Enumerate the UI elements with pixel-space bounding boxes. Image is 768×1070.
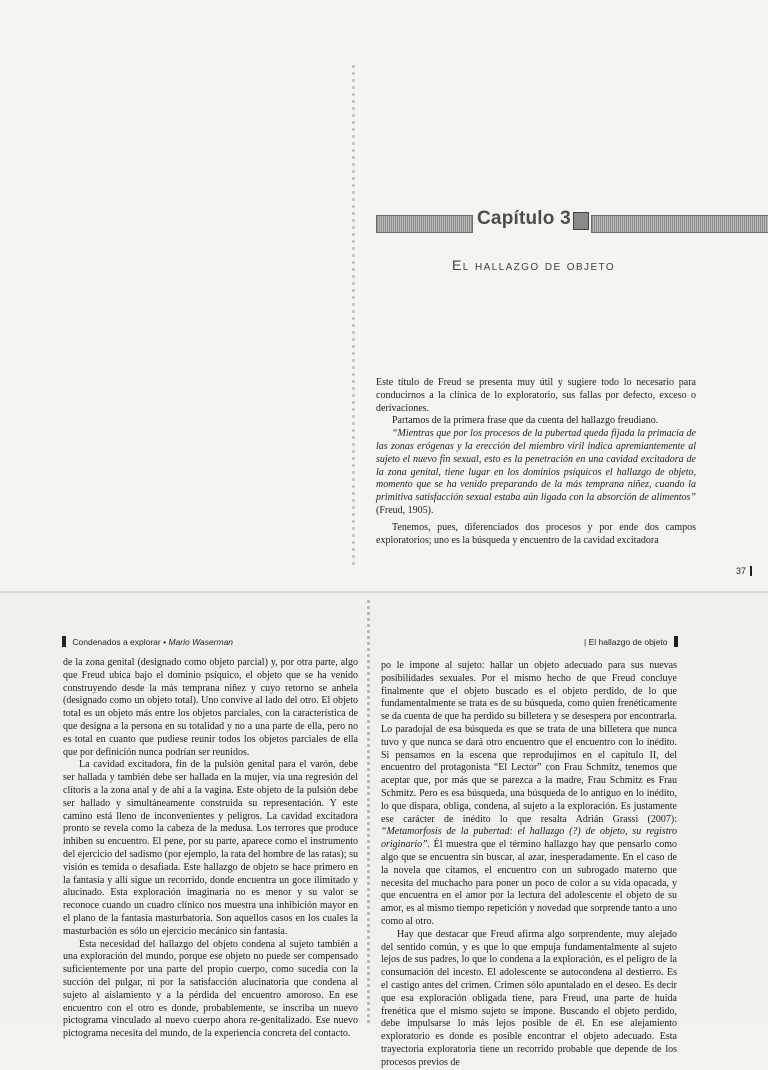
page-separator: [0, 591, 768, 593]
paragraph: Hay que destacar que Freud afirma algo sorprendente, muy alejado del sentido común, y es que lo que empuja fundamentalmente al sujeto lejos de sus padres, lo que lo condena a la exploración, es el peligro de la consumación del incesto. El adolescente se autocondena al destierro. Es el castigo antes del crimen. Crimen sólo apuntalado en el deseo. Es decir que esa exploración obligada tiene, para Freud, una parte de huida frenética que el mismo sujeto se impone. Buscando el objeto perdido, debe impulsarse lo más lejos posible de él. En ese alejamiento exploratorio es donde es posible encontrar el objeto adecuado. Esta trayectoria exploratoria tiene un recorrido probable que depende de los procesos previos de: [381, 928, 677, 1068]
separator-bullet: •: [163, 637, 167, 647]
running-head-right: [584, 636, 678, 647]
chapter-square-icon: [573, 212, 589, 230]
paragraph: Partamos de la primera frase que da cuenta del hallazgo freudiano.: [392, 415, 659, 427]
chapter-bar-left: [376, 215, 473, 233]
paragraph: [381, 660, 677, 929]
citation-title: “Metamorfosis de la pubertad: el hallazgo (?) de objeto, su registro originario”.: [381, 826, 677, 851]
chapter-bar-right: [591, 215, 768, 233]
paragraph-text: Él muestra que el término hallazgo hay que pensarlo como algo que se encuentra sin buscar, al azar, inesperadamente. En el caso de la novela que citamos, el encuentro con un subrogado materno que necesita del muchacho para poner un poco de color a su vida opacada, y que encuentra en el amor por la lectura del adolescente el objeto de su amor, es al mismo tiempo repetición y novedad que sorprende tanto a uno como al otro.: [381, 839, 677, 927]
quote-text: “Mientras que por los procesos de la pubertad queda fijada la primacía de las zonas erógenas y la erección del miembro viril indica apremiantemente al sujeto el nuevo fin sexual, esto es la penetración en una cavidad excitadora de la zona genital, tiene lugar en los dominios psíquicos el hallazgo de objeto, momento que se ha venido preparando de la más temprana niñez, cuando la primitiva satisfacción sexual estaba aún ligada con la absorción de alimentos”: [376, 428, 696, 504]
paragraph: La cavidad excitadora, fin de la pulsión genital para el varón, debe ser hallada y también debe ser hallada en la mujer, vía una regresión del clítoris a la zona anal y de ahí a la vagina. Este objeto de la pulsión debe ser hallado y simultáneamente construida su representación. Y este camino está lleno de inconvenientes y peligros. La cavidad excitadora pronto se revela como la cabeza de la medusa. Los terrores que produce inhiben su encuentro. El pene, por su parte, aparece como el instrumento del ejercicio del sadismo (por ejemplo, la rata del hombre de las ratas); su visión es temida o desafiada. Este hallazgo de objeto se hace primero en la fantasía y allí sigue un recorrido, donde encuentra un goce ilimitado y alucinado. Esta exploración imaginaria no es menor y su valor se reconoce cuando un cuadro clínico nos muestra una inhibición mayor en el plano de la fantasía masturbatoria. Son aquellos casos en los cuales la masturbación es sólo un ejercicio mecánico sin fantasía.: [63, 759, 358, 937]
paragraph: Este título de Freud se presenta muy útil y sugiere todo lo necesario para conducirnos a la clínica de lo exploratorio, sus fallas por defecto, exceso o derivaciones.: [376, 377, 696, 414]
book-title: Condenados a explorar: [72, 637, 161, 647]
header-mark-icon: [62, 636, 66, 647]
paragraph: Esta necesidad del hallazgo del objeto condena al sujeto también a una exploración del mundo, porque ese objeto no puede ser compensado suficientemente por una parte del propio cuerpo, como sucedía con la succión del pulgar, ni por la satisfacción alucinatoria que condena al sujeto al aislamiento y a la pérdida del encuentro amoroso. En ese encuentro con el otro es donde, probablemente, se inscriba un nuevo pictograma vinculado al nuevo cuerpo ahora re-genitalizado. Ese nuevo pictograma necesita del mundo, de la experiencia concreta del contacto.: [63, 938, 358, 1040]
binding-shadow-bottom: [367, 600, 370, 1024]
freud-quote: [376, 428, 696, 518]
running-head-left: [62, 636, 233, 647]
paragraph: de la zona genital (designado como objeto parcial) y, por otra parte, algo que Freud ubica bajo el dominio psíquico, el objeto que se ha venido construyendo desde la más temprana niñez y cuyo retorno se anhela (designado como un objeto total). Uno convive al lado del otro. El objeto total es un objeto más entre los objetos parciales, con la característica de que designa a la persona en su totalidad y no a una parte de ella, pero no es total en cuanto que pudiese reunir todos los objetos parciales de ella que por definición nunca podrían ser reunidos.: [63, 657, 358, 758]
header-divider: |: [584, 637, 587, 647]
quote-reference: (Freud, 1905).: [376, 504, 434, 516]
intro-text: [376, 377, 696, 518]
author-name: Mario Waserman: [168, 637, 234, 647]
right-page-text: [381, 660, 677, 1070]
chapter-title: El hallazgo de objeto: [452, 257, 616, 273]
header-mark-icon: [674, 636, 678, 647]
paragraph-text: po le impone al sujeto: hallar un objeto adecuado para sus nuevas posibilidades sexuales. Por el mismo hecho de que Freud concluye finalmente que el objeto buscado es el objeto perdido, de lo que fundamentalmente se trata es de su búsqueda, como quien frenéticamente se da cuenta de que ha perdido su billetera y se desespera por encontrarla. Lo paradojal de esa búsqueda es que se trata de una billetera que nunca tuvo y que nunca se dará otro encuentro que el encuentro con lo inédito. Si pensamos en la escena que reprodujimos en el capítulo II, del encuentro del protagonista “El Lector” con Frau Schmitz, tenemos que aceptar que, por más que se parezca a la madre, Frau Schmitz es Frau Schmitz. Pero es esa búsqueda, una búsqueda de lo antiguo en lo inédito, lo que dispara, obliga, condena, al sujeto a la exploración. Es justamente ese carácter de inédito lo que resalta Adrián Grassi (2007):: [381, 660, 677, 825]
chapter-running-title: El hallazgo de objeto: [588, 637, 668, 647]
binding-shadow-top: [352, 65, 355, 565]
page-number: 37: [736, 566, 752, 576]
left-page-text: [63, 657, 358, 1041]
paragraph-continue: Tenemos, pues, diferenciados dos procesos y por ende dos campos exploratorios; uno es la búsqueda y encuentro de la cavidad excitadora: [376, 522, 696, 546]
chapter-label: Capítulo 3: [477, 208, 571, 229]
